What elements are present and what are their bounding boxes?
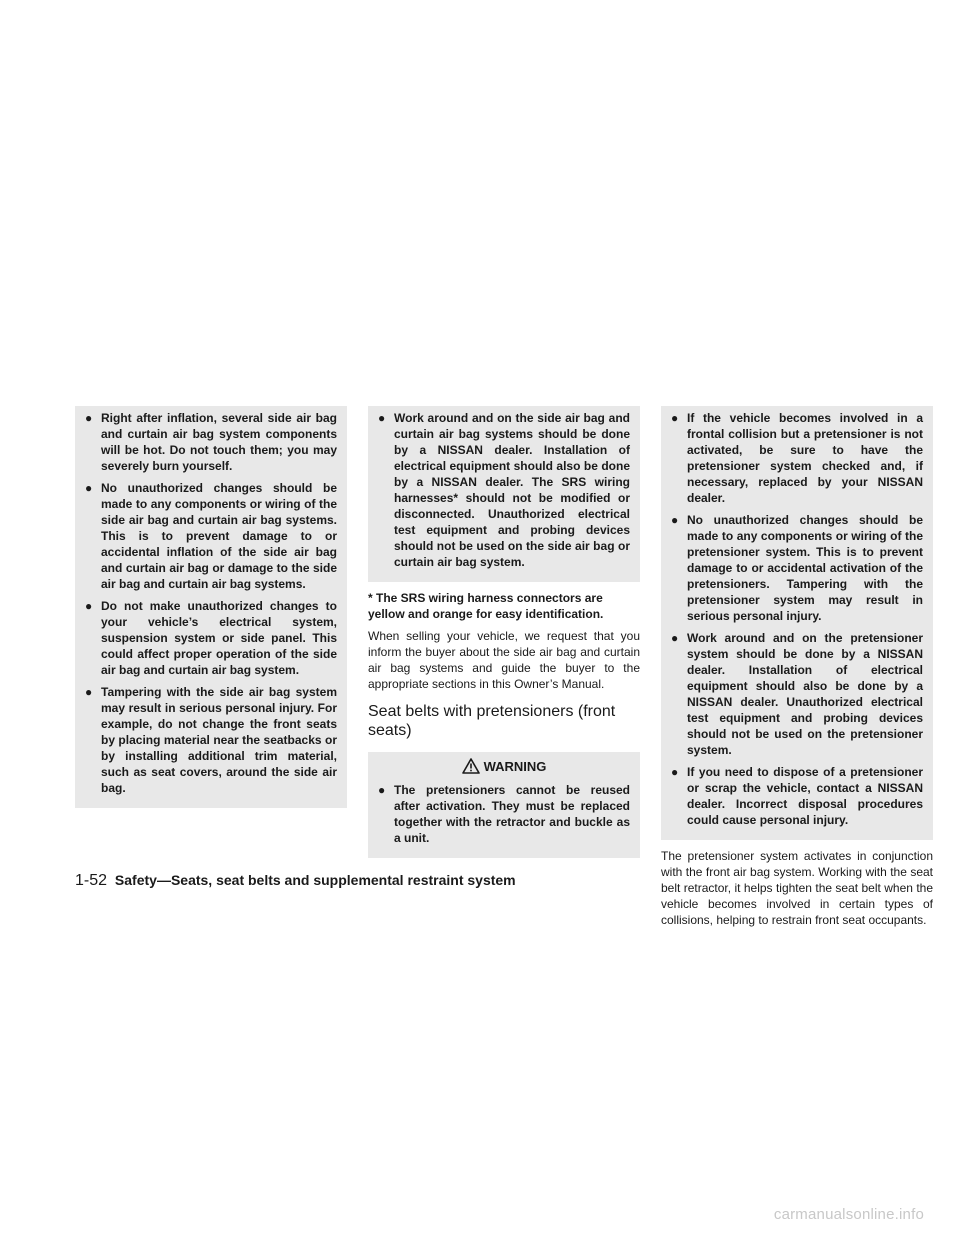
bullet-icon: ● [378, 783, 386, 797]
warning-item: ● If the vehicle becomes involved in a frontal collision but a pretensioner is not activated, be sure to have the pretensioner system checked and, if necessary, replaced by your NISSAN dealer. [671, 411, 923, 505]
column-3 [661, 406, 933, 936]
warning-box-srs-work [368, 406, 640, 582]
warning-item: ● Work around and on the pretensioner system should be done by a NISSAN dealer. Installation of electrical equipment should also be done by a NISSAN dealer. Unauthorized electrical test equipment and probing devices should not be used on the pretensioner system. [671, 631, 923, 757]
bullet-icon: ● [85, 481, 93, 495]
srs-connector-footnote: * The SRS wiring harness connectors are yellow and orange for easy identification. [368, 591, 604, 621]
warning-item: ● The pretensioners cannot be reused after activation. They must be replaced together with the retractor and buckle as a unit. [378, 783, 630, 845]
bullet-icon: ● [85, 685, 93, 699]
selling-vehicle-paragraph: When selling your vehicle, we request that you inform the buyer about the side air bag and curtain air bag systems and guide the buyer to the appropriate sections in this Owner’s Manual. [368, 629, 640, 691]
bullet-icon: ● [671, 631, 679, 645]
bullet-icon: ● [671, 513, 679, 527]
warning-item: ● Work around and on the side air bag and curtain air bag systems should be done by a NISSAN dealer. Installation of electrical equipment should also be done by a NISSAN dealer. The SRS wiring harnesses* should not be modified or disconnected. Unauthorized electrical test equipment and probing devices should not be used on the side air bag or curtain air bag system. [378, 411, 630, 569]
watermark: carmanualsonline.info [773, 1206, 924, 1223]
bullet-icon: ● [671, 765, 679, 779]
warning-item: ● Tampering with the side air bag system may result in serious personal injury. For example, do not change the front seats by placing material near the seatbacks or by installing additional trim material, such as seat covers, around the side air bag. [85, 685, 337, 795]
warning-header [378, 754, 630, 780]
warning-box-side-airbag [75, 406, 347, 808]
warning-triangle-icon [462, 758, 480, 774]
warning-item: ● No unauthorized changes should be made to any components or wiring of the pretensioner system. This is to prevent damage to or accidental activation of the pretensioners. Tampering with the pretensioner system may result in serious personal injury. [671, 513, 923, 623]
page-number: 1-52 [75, 872, 108, 889]
bullet-icon: ● [85, 599, 93, 613]
pretensioner-description: The pretensioner system activates in conjunction with the front air bag system. Working with the seat belt retractor, it helps tighten the seat belt when the vehicle becomes involved in certain types of collisions, helping to restrain front seat occupants. [661, 849, 933, 927]
warning-box-pretensioner-continued [661, 406, 933, 840]
column-1 [75, 406, 347, 808]
bullet-icon: ● [378, 411, 386, 425]
warning-item: ● Do not make unauthorized changes to your vehicle’s electrical system, suspension system or side panel. This could affect proper operation of the side air bag and curtain air bag system. [85, 599, 337, 677]
chapter-title: Safety—Seats, seat belts and supplemental restraint system [114, 872, 516, 888]
column-2 [368, 406, 640, 858]
section-heading: Seat belts with pretensioners (front seats) [368, 703, 616, 739]
warning-box-pretensioner [368, 752, 640, 858]
warning-item: ● No unauthorized changes should be made to any components or wiring of the side air bag and curtain air bag systems. This is to prevent damage to or accidental inflation of the side air bag and curtain air bag or damage to the side air bag and curtain air bag systems. [85, 481, 337, 591]
bullet-icon: ● [85, 411, 93, 425]
warning-label: WARNING [483, 758, 547, 774]
page-footer [75, 872, 516, 890]
warning-item: ● If you need to dispose of a pretensioner or scrap the vehicle, contact a NISSAN dealer. Incorrect disposal procedures could cause personal injury. [671, 765, 923, 827]
bullet-icon: ● [671, 411, 679, 425]
warning-item: ● Right after inflation, several side air bag and curtain air bag system components will be hot. Do not touch them; you may severely burn yourself. [85, 411, 337, 473]
